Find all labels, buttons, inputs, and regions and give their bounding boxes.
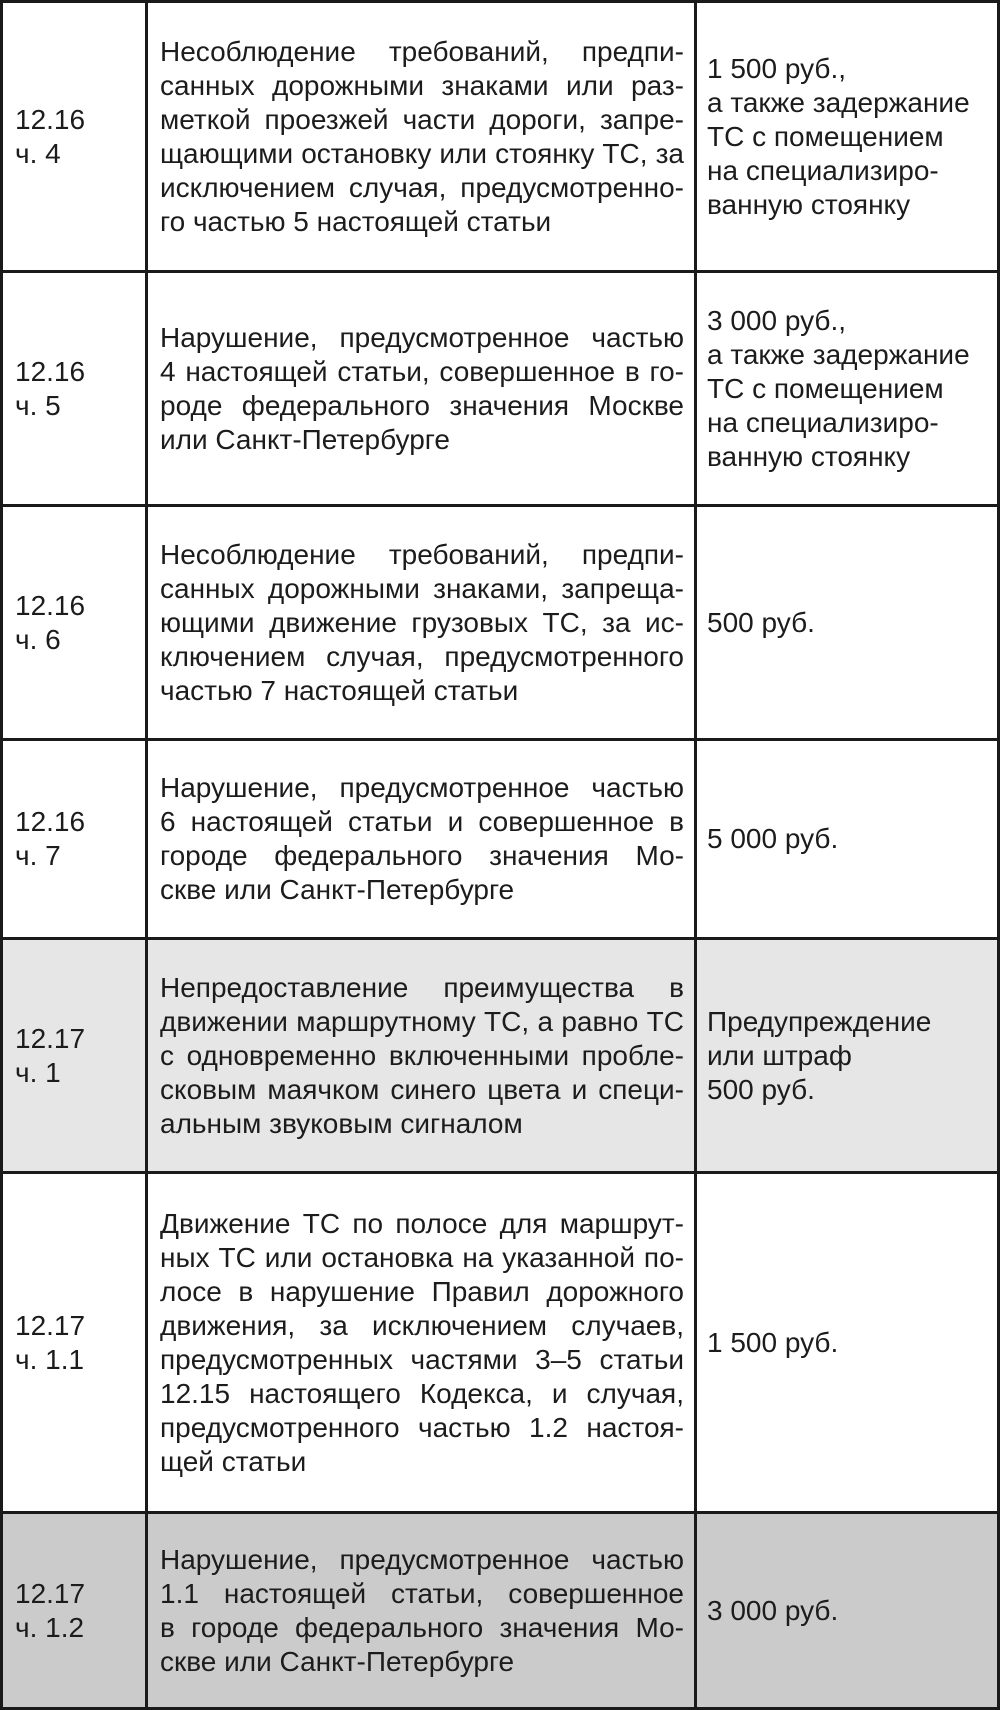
article-number: 12.17 (15, 1309, 86, 1341)
violation-description-line: Движение ТС по полосе для маршрут- (160, 1207, 684, 1239)
article-cell (2, 2, 147, 272)
fines-table-body (2, 2, 999, 1709)
fine-amount-cell: 5 000 руб. (696, 740, 999, 939)
violation-description-cell (147, 506, 696, 740)
table-row (2, 740, 999, 939)
article-part: ч. 7 (15, 840, 61, 871)
violation-description-line: ющими движение грузовых ТС, за ис- (160, 606, 684, 638)
article-cell (2, 1173, 147, 1513)
table-row (2, 506, 999, 740)
violation-description-line: 4 настоящей статьи, совершенное в го- (160, 355, 684, 387)
violation-description-line: альным звуковым сигналом (160, 1107, 523, 1139)
violation-description-line: с одновременно включенными пробле- (160, 1039, 684, 1071)
violation-description-line: исключением случая, предусмотренно- (160, 171, 684, 203)
article-part: ч. 1.1 (15, 1343, 85, 1375)
fine-amount-cell: 500 руб. (696, 506, 999, 740)
violation-description-cell (147, 740, 696, 939)
violation-description-line: движения, за исключением случаев, (160, 1309, 684, 1341)
violation-description-line: предусмотренных частями 3–5 статьи (160, 1343, 684, 1375)
article-cell (2, 740, 147, 939)
article-number: 12.17 (15, 1577, 86, 1609)
article-part: ч. 4 (15, 137, 61, 169)
violation-description-cell (147, 1513, 696, 1709)
fine-amount-cell: 1 500 руб., а также задержание ТС с помещением на специализиро- ванную стоянку (696, 2, 999, 272)
article-number: 12.17 (15, 1022, 86, 1054)
fine-amount-cell: 3 000 руб., а также задержание ТС с помещением на специализиро- ванную стоянку (696, 272, 999, 506)
violation-description-line: в городе федерального значения Мо- (160, 1611, 684, 1643)
fine-amount-cell: Предупреждение или штраф 500 руб. (696, 939, 999, 1173)
fine-amount-cell: 1 500 руб. (696, 1173, 999, 1513)
violation-description-line: санных дорожными знаками, запреща- (160, 572, 684, 604)
article-cell (2, 506, 147, 740)
violation-description-line: ключением случая, предусмотренного (160, 640, 684, 672)
violation-description-line: щающими остановку или стоянку ТС, за (160, 137, 684, 169)
article-part: ч. 6 (15, 623, 61, 655)
violation-description-cell (147, 272, 696, 506)
table-row (2, 272, 999, 506)
table-row (2, 939, 999, 1173)
violation-description-cell (147, 939, 696, 1173)
violation-description-line: меткой проезжей части дороги, запре- (160, 103, 684, 135)
violation-description-line: лосе в нарушение Правил дорожного (160, 1275, 684, 1307)
article-cell (2, 1513, 147, 1709)
article-part: ч. 5 (15, 389, 61, 421)
violation-description-line: городе федерального значения Мо- (160, 840, 684, 871)
article-number: 12.16 (15, 103, 86, 135)
violation-description-line: го частью 5 настоящей статьи (160, 205, 552, 237)
violation-description-line: санных дорожными знаками или раз- (160, 69, 684, 101)
violation-description-line: 1.1 настоящей статьи, совершенное (160, 1577, 684, 1609)
violation-description-line: сковым маячком синего цвета и специ- (160, 1073, 684, 1105)
table-row (2, 2, 999, 272)
article-part: ч. 1 (15, 1056, 61, 1088)
violation-description-cell (147, 1173, 696, 1513)
violation-description-line: Нарушение, предусмотренное частью (160, 772, 684, 803)
violation-description-cell (147, 2, 696, 272)
violation-description-line: скве или Санкт-Петербурге (160, 874, 515, 905)
violation-description-line: Непредоставление преимущества в (160, 971, 684, 1003)
table-row (2, 1173, 999, 1513)
fine-amount-cell: 3 000 руб. (696, 1513, 999, 1709)
article-part: ч. 1.2 (15, 1611, 85, 1643)
violation-description-line: Нарушение, предусмотренное частью (160, 1543, 684, 1575)
violation-description-line: 12.15 настоящего Кодекса, и случая, (160, 1377, 684, 1409)
article-number: 12.16 (15, 806, 86, 837)
article-cell (2, 272, 147, 506)
violation-description-line: 6 настоящей статьи и совершенное в (160, 806, 684, 837)
violation-description-line: скве или Санкт-Петербурге (160, 1645, 515, 1677)
violation-description-line: предусмотренного частью 1.2 настоя- (160, 1411, 684, 1443)
violation-description-line: или Санкт-Петербурге (160, 423, 450, 455)
article-number: 12.16 (15, 589, 86, 621)
article-cell (2, 939, 147, 1173)
violation-description-line: щей статьи (160, 1445, 307, 1477)
violation-description-line: Несоблюдение требований, предпи- (160, 35, 684, 67)
violation-description-line: движении маршрутному ТС, а равно ТС (160, 1005, 684, 1037)
violation-description-line: ных ТС или остановка на указанной по- (160, 1241, 684, 1273)
violation-description-line: Несоблюдение требований, предпи- (160, 538, 684, 570)
table-row (2, 1513, 999, 1709)
violation-description-line: роде федерального значения Москве (160, 389, 684, 421)
article-number: 12.16 (15, 355, 86, 387)
violation-description-line: частью 7 настоящей статьи (160, 674, 519, 706)
violation-description-line: Нарушение, предусмотренное частью (160, 321, 684, 353)
